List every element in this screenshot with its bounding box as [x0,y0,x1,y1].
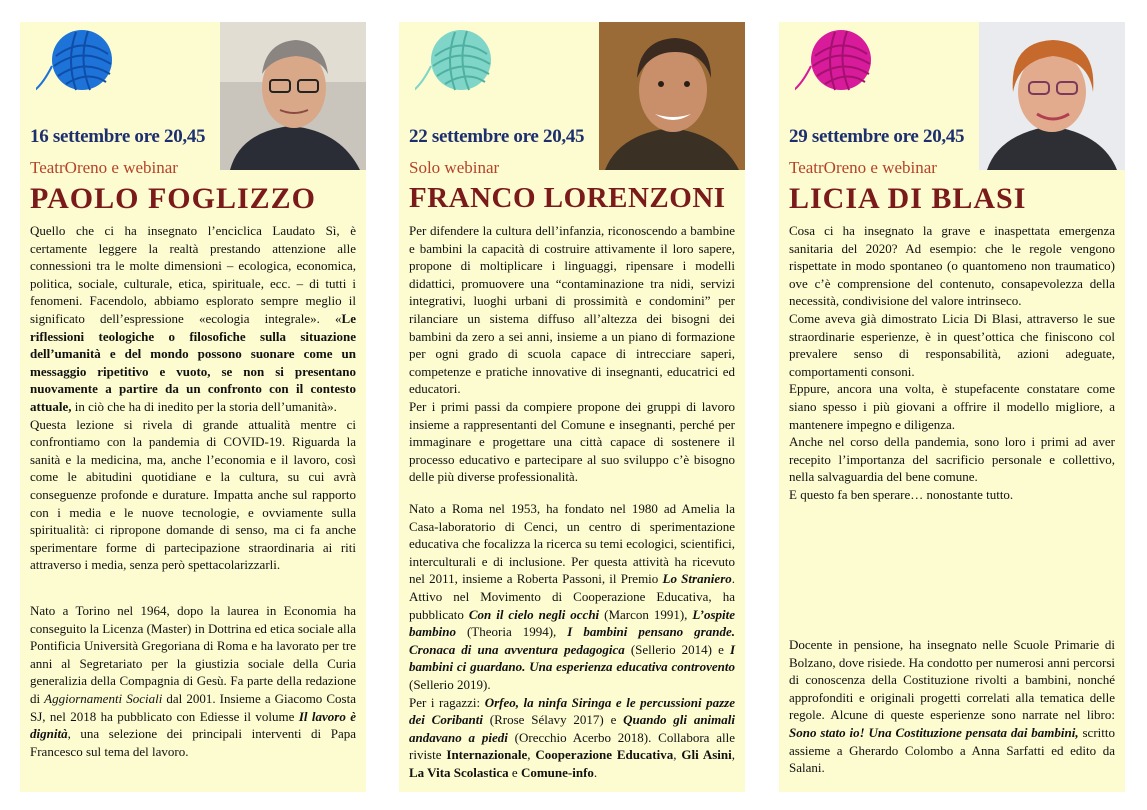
speaker-biography: Docente in pensione, ha insegnato nelle Scuole Primarie di Bolzano, dove risiede. Ha condotto per numerosi anni percorsi di conoscenza della Costituzione rivolti a bambini, nonché approfonditi e originali progetti correlati alla tematica delle regole. Alcune di queste esperienze sono narrate nel libro: Sono stato io! Una Costituzione pensata dai bambini, scritto assieme a Gherardo Colombo a Anna Sarfatti ed edito da Salani. [789,637,1115,776]
lecture-description: Per difendere la cultura dell’infanzia, riconoscendo a bambine e bambini la capacità di costruire attivamente il loro sapere, propone di moltiplicare i linguaggi, ripensare i modelli didattici, promuovere una “contaminazione tra nidi, servizi integrativi, luoghi urbani di prossimità e condomini” per rilanciare un sistema diffuso all’altezza dei bisogni dei bambini da zero a sei anni, insieme a un piano di formazione per ogni grado di scuola capace di intrecciare saperi, competenze e pratiche innovative di insegnanti, educatrici ed educatori. Per i primi passi da compiere propone dei gruppi di lavoro insieme a rappresentanti del Comune e insegnanti, perché per immaginare e progettare una città capace di sostenere il processo educativo e partecipare al suo sviluppo c’è bisogno delle più diverse professionalità. [409,223,735,485]
speaker-biography: Nato a Roma nel 1953, ha fondato nel 1980 ad Amelia la Casa-laboratorio di Cenci, un centro di sperimentazione educativa che focalizza la ricerca su temi ecologici, scientifici, interculturali e di inclusione. Per questa attività ha ricevuto nel 2011, insieme a Roberta Passoni, il Premio Lo Straniero. Attivo nel Movimento di Cooperazione Educativa, ha pubblicato Con il cielo negli occhi (Marcon 1991), L’ospite bambino (Theoria 1994), I bambini pensano grande. Cronaca di una avventura pedagogica (Sellerio 2014) e I bambini ci guardano. Una esperienza educativa controvento (Sellerio 2019). Per i ragazzi: Orfeo, la ninfa Siringa e le percussioni pazze dei Coribanti (Rrose Sélavy 2017) e Quando gli animali andavano a piedi (Orecchio Acerbo 2018). Collabora alle riviste Internazionale, Cooperazione Educativa, Gli Asini, La Vita Scolastica e Comune-info. [409,501,736,780]
speaker-photo [599,22,745,170]
event-date: 22 settembre ore 20,45 [409,126,585,147]
speaker-name: FRANCO LORENZONI [409,182,726,214]
lecture-description: Cosa ci ha insegnato la grave e inaspettata emergenza sanitaria del 2020? Ad esempio: che le regole vengono rispettate in modo spontaneo (o quantomeno non traumatico) ove c’è comprensione del contenuto, consapevolezza della necessità, condivisione del valore intrinseco. Come aveva già dimostrato Licia Di Blasi, attraverso le sue straordinarie esperienze, è in quest’ottica che finiscono col prevalere senso di responsabilità, azioni adeguate, comportamenti consoni. Eppure, ancora una volta, è stupefacente constatare come siano spesso i più giovani a offrire il modello migliore, a mantenere impegno e diligenza. Anche nel corso della pandemia, sono loro i primi ad aver recepito l’importanza del sacrificio personale e collettivo, nella salvaguardia del bene comune. E questo fa ben sperare… nonostante tutto. [789,223,1115,502]
speaker-card-di-blasi [779,22,1125,792]
speaker-photo [979,22,1125,170]
speaker-card-lorenzoni [399,22,745,792]
yarn-ball-teal-icon [415,26,499,98]
yarn-ball-magenta-icon [795,26,879,98]
speaker-name: PAOLO FOGLIZZO [30,182,316,215]
yarn-ball-blue-icon [36,26,120,98]
lecture-description: Quello che ci ha insegnato l’enciclica Laudato Sì, è certamente leggere la realtà prestando attenzione alle connessioni tra le molte dimensioni – ecologica, economica, politica, sociale, culturale, etica, spirituale, ecc. – di tutti i fenomeni. Facendolo, abbiamo esplorato sempre meglio il significato dell’espressione «ecologia integrale». «Le riflessioni teologiche o filosofiche sulla situazione dell’umanità e del mondo possono suonare come un messaggio ripetitivo e vuoto, se non si presentano nuovamente a partire da un confronto con il contesto attuale, in ciò che ha di inedito per la storia dell’umanità». Questa lezione si rivela di grande attualità mentre ci confrontiamo con la pandemia di COVID-19. Riguarda la sanità e la medicina, ma, anche l’economia e il lavoro, così come le abitudini quotidiane e la cultura, su cui avrà conseguenze profonde e durature. Impatta anche sul rapporto con i media e le nuove tecnologie, e ovviamente sulla spiritualità: ci ripropone domande di senso, ma ci fa anche sperimentare forme di partecipazione straordinaria ai riti attraverso i media, senza però spettacolarizzarli. [30,223,356,573]
speaker-name: LICIA DI BLASI [789,182,1027,215]
speaker-photo [220,22,366,170]
event-venue: Solo webinar [409,158,500,177]
event-venue: TeatrOreno e webinar [30,158,178,177]
speaker-card-foglizzo [20,22,366,792]
event-date: 16 settembre ore 20,45 [30,126,206,147]
event-venue: TeatrOreno e webinar [789,158,937,177]
speaker-biography: Nato a Torino nel 1964, dopo la laurea in Economia ha conseguito la Licenza (Master) in Dottrina ed etica sociale alla Pontificia Università Gregoriana di Roma e ha lavorato per tre anni al Segretariato per la giustizia sociale della Curia generalizia della Compagnia di Gesù. Fa parte della redazione di Aggiornamenti Sociali dal 2001. Insieme a Giacomo Costa SJ, nel 2018 ha pubblicato con Ediesse il volume Il lavoro è dignità, una selezione dei principali interventi di Papa Francesco sul tema del lavoro. [30,603,356,759]
event-date: 29 settembre ore 20,45 [789,126,965,147]
